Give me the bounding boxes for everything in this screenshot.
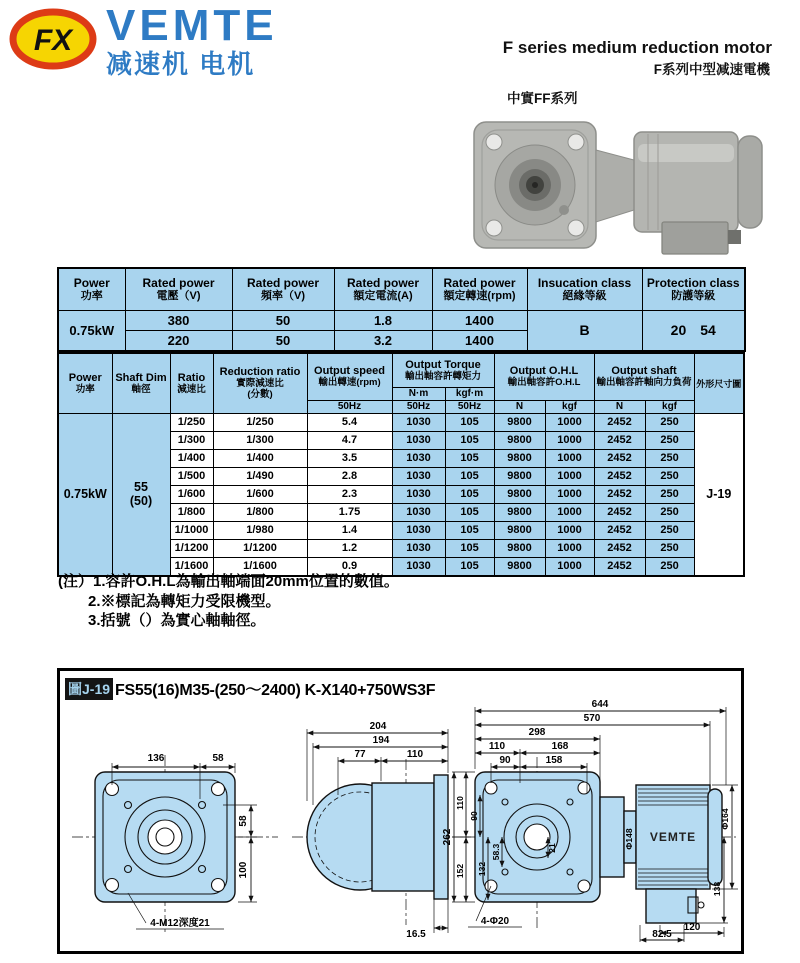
cell-reduction: 1/980 bbox=[213, 521, 307, 539]
cell-ohl-n: 9800 bbox=[494, 467, 545, 485]
cell-reduction: 1/1600 bbox=[213, 557, 307, 576]
cell-axial-n: 2452 bbox=[594, 557, 645, 576]
cell-speed: 1400 bbox=[432, 310, 527, 330]
cell-ratio: 1/1000 bbox=[170, 521, 213, 539]
dim-label: 194 bbox=[372, 735, 390, 746]
col-header-dimension-fig: 外形尺寸圖 bbox=[694, 353, 744, 413]
col-header-output-torque: Output Torque 輸出軸容許轉矩力 bbox=[392, 353, 494, 387]
dim-label: 16.5 bbox=[406, 929, 426, 940]
shaft-dim-hollow: (50) bbox=[129, 494, 153, 508]
col-header-reduction-ratio: Reduction ratio 實際減速比 (分數) bbox=[213, 353, 307, 413]
cell-ratio: 1/1600 bbox=[170, 557, 213, 576]
cell-ohl-kgf: 1000 bbox=[545, 431, 594, 449]
cell-speed: 3.5 bbox=[307, 449, 392, 467]
cell-ohl-kgf: 1000 bbox=[545, 557, 594, 576]
col-header-power: Power 功率 bbox=[58, 268, 125, 310]
cell-reduction: 1/250 bbox=[213, 413, 307, 431]
dim-label: 138 bbox=[712, 881, 722, 897]
cell-ratio: 1/600 bbox=[170, 485, 213, 503]
unit-header-ohl-kgf: kgf bbox=[545, 400, 594, 413]
cell-speed: 2.3 bbox=[307, 485, 392, 503]
cell-torque-kgfm: 105 bbox=[445, 467, 494, 485]
bolt-hole bbox=[485, 782, 497, 794]
unit-header-ohl-n: N bbox=[494, 400, 545, 413]
dim-label: 77 bbox=[354, 749, 366, 760]
bolt-hole bbox=[578, 880, 590, 892]
col-header-frequency: Rated power 頻率（V) bbox=[232, 268, 334, 310]
cell-protection: 20 54 bbox=[642, 310, 745, 351]
dim-label: 90 bbox=[469, 811, 479, 821]
bolt-hole bbox=[212, 879, 225, 892]
cell-torque-kgfm: 105 bbox=[445, 431, 494, 449]
notes-block bbox=[58, 572, 399, 631]
cell-ohl-kgf: 1000 bbox=[545, 485, 594, 503]
dimension-drawing-panel bbox=[57, 668, 744, 954]
cell-torque-nm: 1030 bbox=[392, 413, 445, 431]
rated-data-table bbox=[57, 267, 746, 352]
cell-torque-nm: 1030 bbox=[392, 431, 445, 449]
cell-reduction: 1/300 bbox=[213, 431, 307, 449]
series-label: 中實FF系列 bbox=[507, 91, 578, 106]
cell-ohl-kgf: 1000 bbox=[545, 521, 594, 539]
cell-reduction: 1/400 bbox=[213, 449, 307, 467]
dim-label: Φ148 bbox=[624, 828, 634, 850]
cell-speed: 5.4 bbox=[307, 413, 392, 431]
cell-speed: 0.9 bbox=[307, 557, 392, 576]
cell-torque-kgfm: 105 bbox=[445, 521, 494, 539]
col-header-output-shaft: Output shaft 輸出軸容許軸向力負荷 bbox=[594, 353, 694, 400]
shaft-dim-value: 55 bbox=[134, 480, 148, 494]
brand-name: VEMTE bbox=[106, 1, 278, 50]
cell-ohl-n: 9800 bbox=[494, 503, 545, 521]
cell-ohl-n: 9800 bbox=[494, 539, 545, 557]
table-header-row bbox=[58, 353, 744, 387]
cell-power: 0.75kW bbox=[58, 310, 125, 351]
dim-label: 58.3 bbox=[491, 843, 501, 861]
cell-axial-kgf: 250 bbox=[645, 521, 694, 539]
cell-torque-kgfm: 105 bbox=[445, 503, 494, 521]
dim-label: 90 bbox=[499, 755, 511, 766]
brand-logo-icon bbox=[8, 6, 104, 72]
view-assembly bbox=[442, 699, 738, 942]
cell-ratio: 1/1200 bbox=[170, 539, 213, 557]
cell-axial-kgf: 250 bbox=[645, 539, 694, 557]
col-header-ratio: Ratio 減速比 bbox=[170, 353, 213, 413]
photo-motor bbox=[596, 132, 762, 232]
cell-axial-n: 2452 bbox=[594, 467, 645, 485]
sub-header-torque-50hz: 50Hz bbox=[445, 400, 494, 413]
cell-axial-n: 2452 bbox=[594, 503, 645, 521]
cell-ohl-kgf: 1000 bbox=[545, 503, 594, 521]
cell-ohl-kgf: 1000 bbox=[545, 413, 594, 431]
cell-reduction: 1/800 bbox=[213, 503, 307, 521]
dim-label: 82.5 bbox=[652, 929, 672, 940]
cell-speed: 1.75 bbox=[307, 503, 392, 521]
housing-body bbox=[372, 783, 434, 891]
cell-power: 0.75kW bbox=[58, 413, 112, 576]
cell-reduction: 1/1200 bbox=[213, 539, 307, 557]
col-header-power: Power 功率 bbox=[58, 353, 112, 413]
cell-insulation: B bbox=[527, 310, 642, 351]
cell-ohl-n: 9800 bbox=[494, 413, 545, 431]
cell-axial-kgf: 250 bbox=[645, 503, 694, 521]
bolt-hole bbox=[212, 783, 225, 796]
cell-torque-nm: 1030 bbox=[392, 485, 445, 503]
col-header-current: Rated power 額定電流(A) bbox=[334, 268, 432, 310]
cell-ohl-n: 9800 bbox=[494, 557, 545, 576]
dim-label: Φ164 bbox=[720, 808, 730, 830]
cell-axial-kgf: 250 bbox=[645, 431, 694, 449]
unit-header-nm: N·m bbox=[392, 387, 445, 400]
cell-ohl-n: 9800 bbox=[494, 485, 545, 503]
cell-current: 1.8 bbox=[334, 310, 432, 330]
cell-torque-nm: 1030 bbox=[392, 503, 445, 521]
cell-frequency: 50 bbox=[232, 310, 334, 330]
cell-speed: 2.8 bbox=[307, 467, 392, 485]
cell-axial-kgf: 250 bbox=[645, 467, 694, 485]
dim-label: 204 bbox=[369, 721, 387, 732]
cell-ohl-kgf: 1000 bbox=[545, 449, 594, 467]
cell-torque-kgfm: 105 bbox=[445, 413, 494, 431]
dim-label-bolt-callout: 4-Φ20 bbox=[480, 916, 510, 927]
cell-axial-kgf: 250 bbox=[645, 485, 694, 503]
dim-label: 262 bbox=[442, 828, 453, 846]
cell-torque-nm: 1030 bbox=[392, 557, 445, 576]
cell-voltage: 380 bbox=[125, 310, 232, 330]
cell-voltage: 220 bbox=[125, 330, 232, 351]
shaft-hole bbox=[148, 820, 182, 854]
table-header-row bbox=[58, 268, 745, 310]
cell-ohl-n: 9800 bbox=[494, 449, 545, 467]
cell-ratio: 1/800 bbox=[170, 503, 213, 521]
technical-drawing bbox=[60, 697, 740, 943]
dim-label: 132 bbox=[477, 861, 487, 877]
dim-label: 158 bbox=[545, 755, 563, 766]
cell-axial-n: 2452 bbox=[594, 449, 645, 467]
col-header-protection: Protection class 防護等級 bbox=[642, 268, 745, 310]
dim-label: 136 bbox=[147, 753, 165, 764]
model-designation: FS55(16)M35-(250～2400) K-X140+750WS3F bbox=[115, 682, 436, 699]
dim-label: 110 bbox=[455, 796, 465, 810]
logo-glyph: FX bbox=[33, 24, 73, 57]
bolt-hole bbox=[578, 782, 590, 794]
unit-header-axial-n: N bbox=[594, 400, 645, 413]
motor-brand-text: VEMTE bbox=[649, 830, 697, 844]
view-front bbox=[72, 753, 278, 933]
cell-torque-nm: 1030 bbox=[392, 467, 445, 485]
cell-speed: 1.2 bbox=[307, 539, 392, 557]
dim-label: 570 bbox=[583, 713, 601, 724]
col-header-output-speed: Output speed 輸出轉速(rpm) bbox=[307, 353, 392, 400]
col-header-shaft-dim: Shaft Dim 軸徑 bbox=[112, 353, 170, 413]
cell-axial-kgf: 250 bbox=[645, 413, 694, 431]
cell-ratio: 1/300 bbox=[170, 431, 213, 449]
col-header-insulation: Insucation class 絕緣等級 bbox=[527, 268, 642, 310]
col-header-output-ohl: Output O.H.L 輸出軸容許O.H.L bbox=[494, 353, 594, 400]
col-header-voltage: Rated power 電壓（V) bbox=[125, 268, 232, 310]
performance-table bbox=[57, 352, 745, 577]
dim-label: 110 bbox=[406, 749, 424, 760]
note-line-1: (注）1.容許O.H.L為輸出軸端面20mm位置的數值。 bbox=[58, 573, 399, 590]
dim-label-bolt-callout: 4-M12深度21 bbox=[150, 918, 210, 929]
cell-axial-n: 2452 bbox=[594, 485, 645, 503]
cell-axial-kgf: 250 bbox=[645, 449, 694, 467]
cell-ratio: 1/500 bbox=[170, 467, 213, 485]
cell-torque-kgfm: 105 bbox=[445, 485, 494, 503]
cell-axial-n: 2452 bbox=[594, 431, 645, 449]
cell-ratio: 1/400 bbox=[170, 449, 213, 467]
cell-ohl-kgf: 1000 bbox=[545, 539, 594, 557]
page-title-zh: F系列中型减速電機 bbox=[653, 62, 770, 77]
photo-gearbox bbox=[474, 122, 596, 248]
cell-axial-n: 2452 bbox=[594, 413, 645, 431]
brand-block bbox=[106, 1, 278, 79]
motor-end-cap bbox=[708, 789, 722, 885]
figure-label-badge: 圖J-19 bbox=[65, 678, 113, 700]
cell-ohl-n: 9800 bbox=[494, 431, 545, 449]
brand-tagline: 减速机 电机 bbox=[106, 49, 256, 79]
cell-speed: 4.7 bbox=[307, 431, 392, 449]
cell-ratio: 1/250 bbox=[170, 413, 213, 431]
cell-axial-n: 2452 bbox=[594, 521, 645, 539]
cell-torque-nm: 1030 bbox=[392, 521, 445, 539]
cell-speed: 1.4 bbox=[307, 521, 392, 539]
col-header-speed: Rated power 額定轉速(rpm) bbox=[432, 268, 527, 310]
dim-label: 120 bbox=[683, 922, 701, 933]
product-photo bbox=[466, 110, 778, 256]
note-line-3: 3.括號（）為實心軸軸徑。 bbox=[88, 612, 266, 629]
table-row bbox=[58, 413, 744, 431]
dim-label: 58 bbox=[238, 815, 249, 827]
cell-torque-nm: 1030 bbox=[392, 539, 445, 557]
cell-axial-n: 2452 bbox=[594, 539, 645, 557]
motor-flange bbox=[600, 797, 624, 877]
dim-label: 110 bbox=[488, 741, 506, 752]
sub-header-torque-50hz: 50Hz bbox=[392, 400, 445, 413]
cell-frequency: 50 bbox=[232, 330, 334, 351]
page-title-en: F series medium reduction motor bbox=[502, 38, 772, 57]
note-line-2: 2.※標記為轉矩力受限機型。 bbox=[88, 592, 281, 610]
cell-ohl-n: 9800 bbox=[494, 521, 545, 539]
cell-current: 3.2 bbox=[334, 330, 432, 351]
cell-shaft-dim bbox=[112, 413, 170, 576]
cell-reduction: 1/490 bbox=[213, 467, 307, 485]
cell-torque-kgfm: 105 bbox=[445, 539, 494, 557]
dim-label: 152 bbox=[455, 863, 465, 879]
cell-torque-kgfm: 105 bbox=[445, 557, 494, 576]
cell-torque-kgfm: 105 bbox=[445, 449, 494, 467]
cell-axial-kgf: 250 bbox=[645, 557, 694, 576]
unit-header-axial-kgf: kgf bbox=[645, 400, 694, 413]
table-row bbox=[58, 310, 745, 330]
cell-torque-nm: 1030 bbox=[392, 449, 445, 467]
bolt-hole bbox=[106, 879, 119, 892]
cell-reduction: 1/600 bbox=[213, 485, 307, 503]
cell-speed: 1400 bbox=[432, 330, 527, 351]
dim-label: 21 bbox=[547, 843, 557, 853]
cell-dimension-fig: J-19 bbox=[694, 413, 744, 576]
cell-ohl-kgf: 1000 bbox=[545, 467, 594, 485]
dim-label: 58 bbox=[212, 753, 224, 764]
dim-label: 644 bbox=[591, 699, 609, 710]
dim-label: 168 bbox=[551, 741, 569, 752]
dim-label: 298 bbox=[528, 727, 546, 738]
sub-header-speed-50hz: 50Hz bbox=[307, 400, 392, 413]
dim-label: 100 bbox=[238, 861, 249, 879]
unit-header-kgfm: kgf·m bbox=[445, 387, 494, 400]
